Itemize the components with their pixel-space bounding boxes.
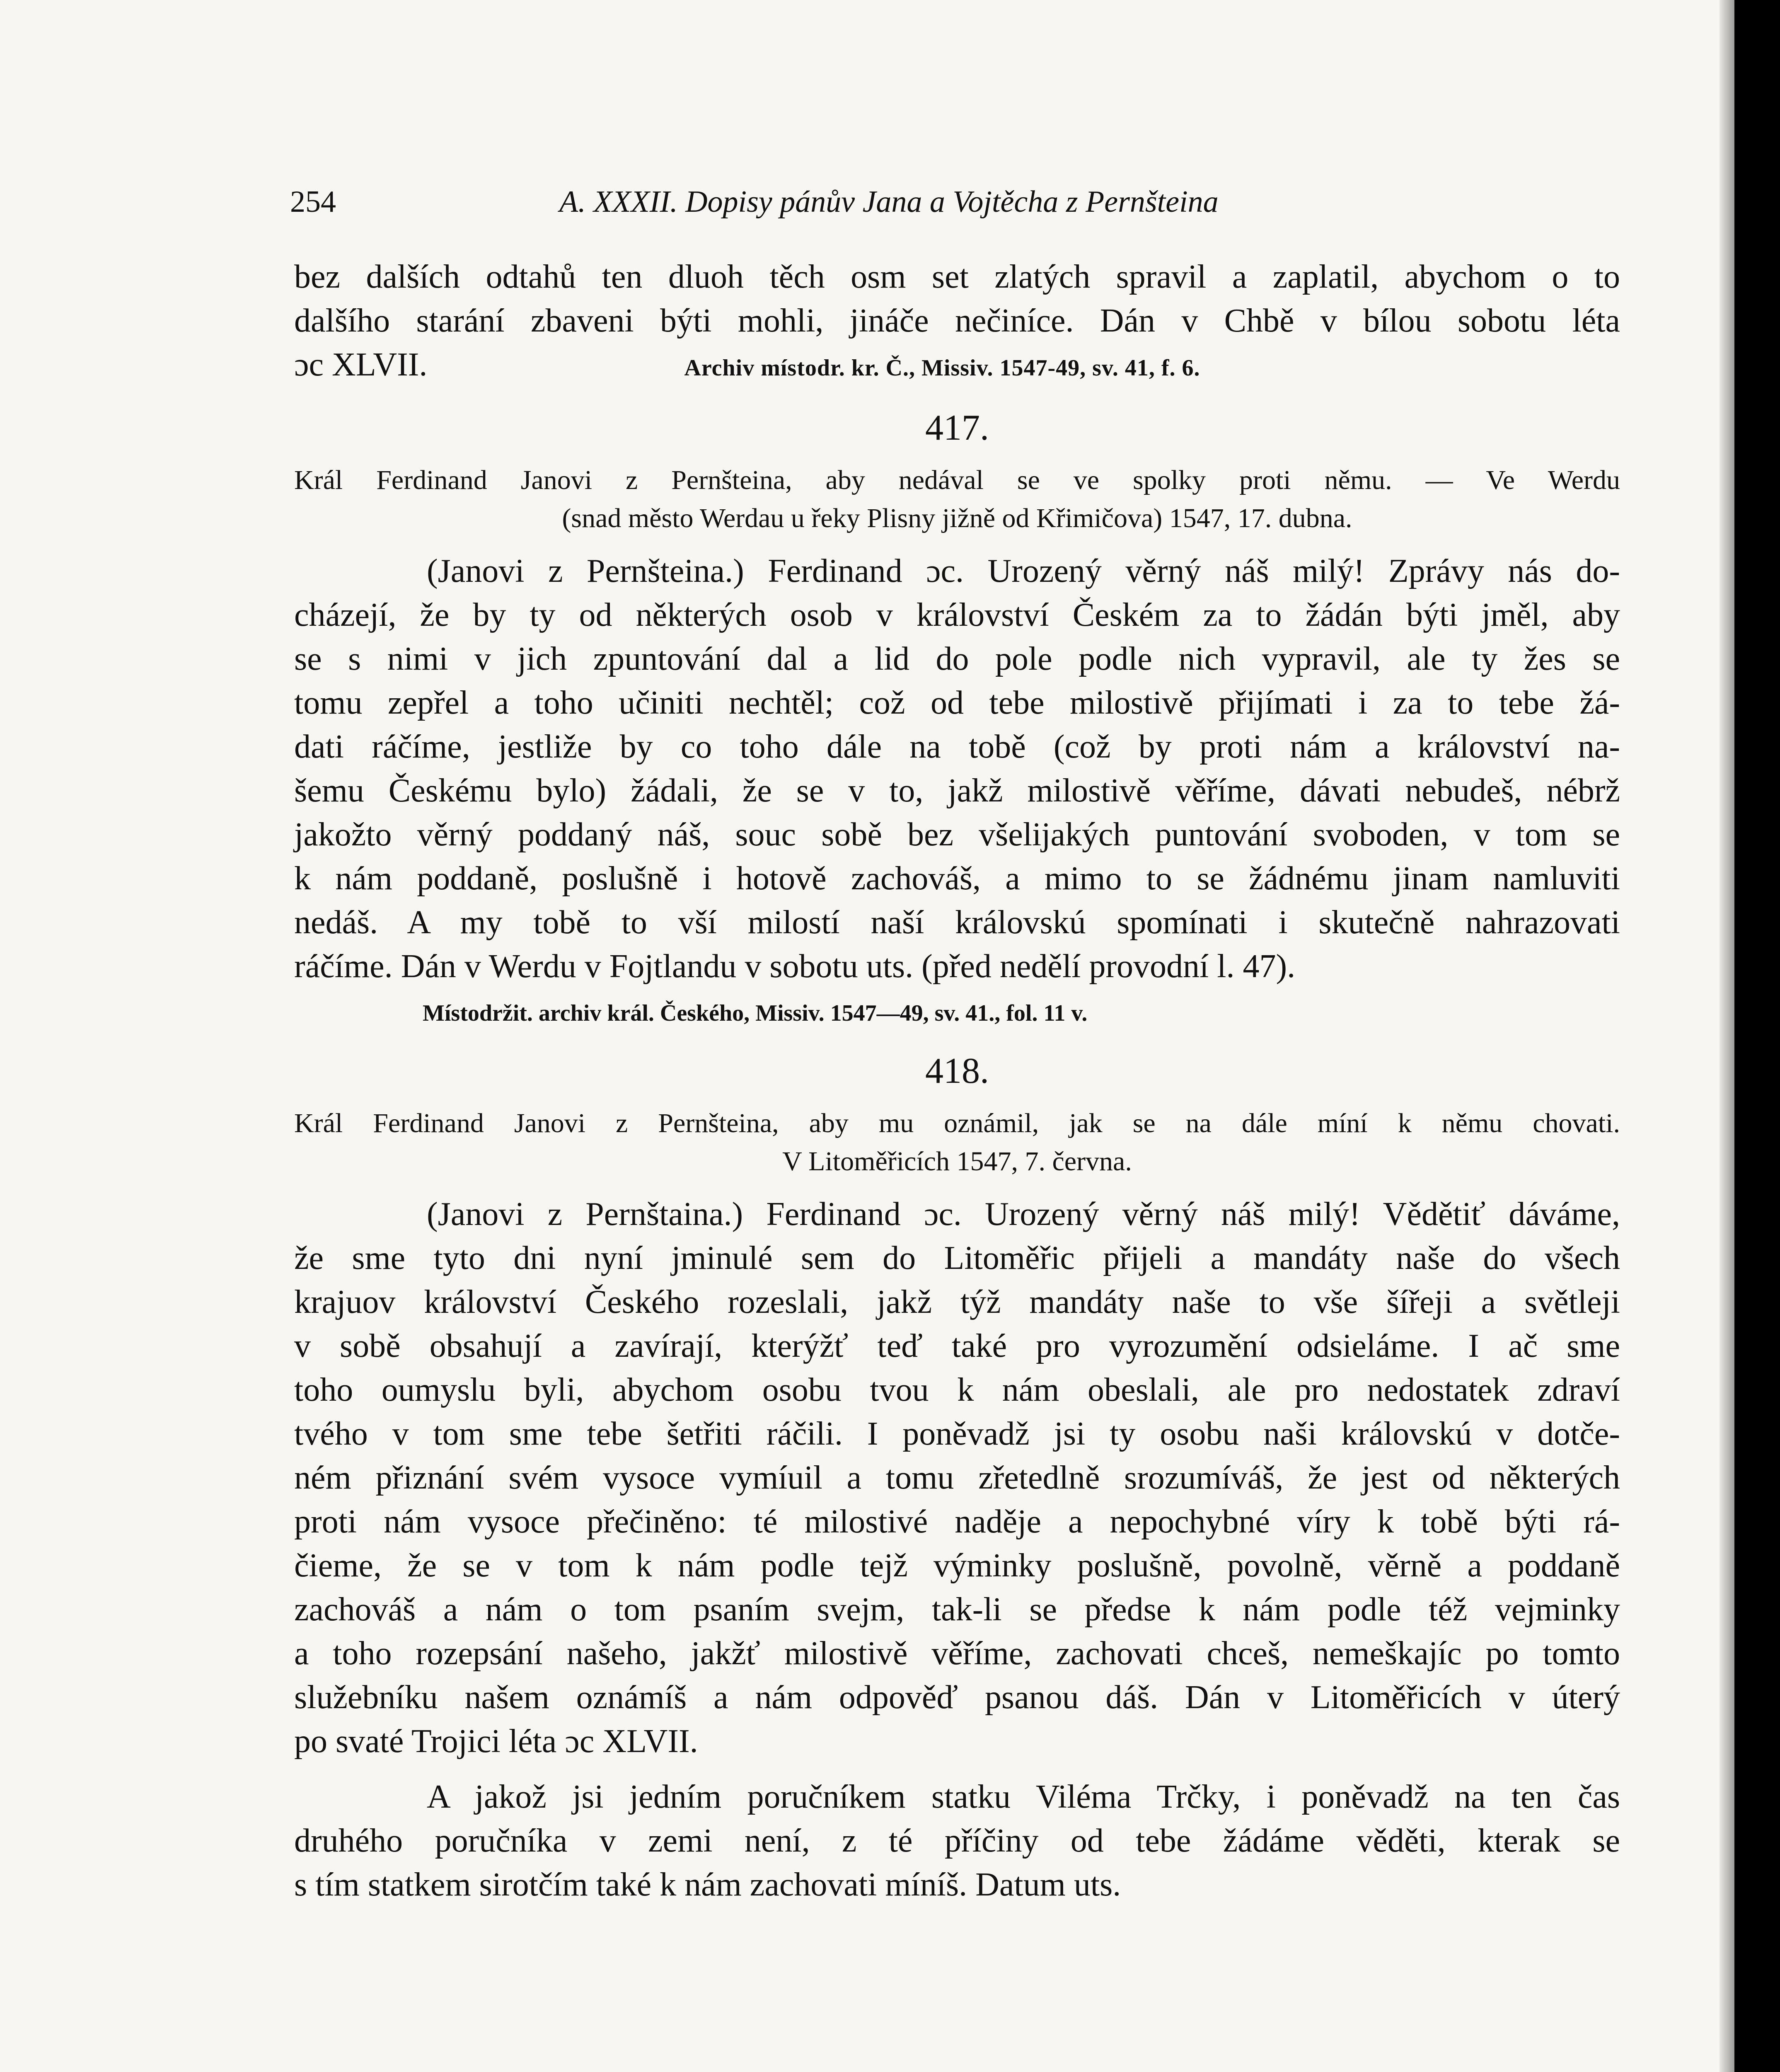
text-line: tvého v tom sme tebe šetřiti ráčili. I poněvadž jsi ty osobu naši královskú v dotče- — [294, 1416, 1620, 1452]
text-line: ném přiznání svém vysoce vymíuil a tomu zřetedlně srozumíváš, že jest od některých — [294, 1460, 1620, 1496]
text-line — [294, 343, 1620, 387]
text-line: zachováš a nám o tom psaním svejm, tak-li se předse k nám podle též vejminky — [294, 1591, 1620, 1628]
text-line: k nám poddaně, poslušně i hotově zachováš, a mimo to se žádnému jinam namluviti — [294, 860, 1620, 897]
archive-citation: Místodržit. archiv král. Českého, Missiv. 1547—49, sv. 41., fol. 11 v. — [423, 1000, 1088, 1026]
text-line: cházejí, že by ty od některých osob v království Českém za to žádán býti jměl, aby — [294, 597, 1620, 633]
text-line: šemu Českému bylo) žádali, že se v to, jakž milostivě věříme, dávati nebudeš, nébrž — [294, 772, 1620, 809]
text-line: proti nám vysoce přečiněno: té milostivé naděje a nepochybné víry k tobě býti rá- — [294, 1503, 1620, 1540]
postscript-line: s tím statkem sirotčím také k nám zachovati míníš. Datum uts. — [294, 1866, 1121, 1903]
text-line: dati ráčíme, jestliže by co toho dále na tobě (což by proti nám a království na- — [294, 729, 1620, 765]
text-line: v sobě obsahují a zavírají, kterýžť teď také pro vyrozumění odsieláme. I ač sme — [294, 1328, 1620, 1364]
text-line: jakožto věrný poddaný náš, souc sobě bez všelijakých puntování svoboden, v tom se — [294, 816, 1620, 853]
text-line: bez dalších odtahů ten dluoh těch osm set zlatých spravil a zaplatil, abychom o to — [294, 259, 1620, 295]
regest-line: (snad město Werdau u řeky Plisny jižně od Křimičova) 1547, 17. dubna. — [562, 503, 1352, 533]
text-line: služebníku našem oznámíš a nám odpověď psanou dáš. Dán v Litoměřicích v úterý — [294, 1679, 1620, 1716]
postscript-line: druhého poručníka v zemi není, z té příčiny od tebe žádáme věděti, kterak se — [294, 1823, 1620, 1859]
text-line: toho oumyslu byli, abychom osobu tvou k nám obeslali, ale pro nedostatek zdraví — [294, 1372, 1620, 1408]
running-title: A. XXXII. Dopisy pánův Jana a Vojtěcha z Pernšteina — [559, 185, 1219, 219]
document-number-418: 418. — [925, 1051, 989, 1091]
archive-citation: Archiv místodr. kr. Č., Missiv. 1547-49, sv. 41, f. 6. — [684, 355, 1200, 381]
text-line: čieme, že se v tom k nám podle tejž výminky poslušně, povolně, věrně a poddaně — [294, 1547, 1620, 1584]
page-body — [294, 255, 1620, 1907]
text-line: se s nimi v jich zpuntování dal a lid do pole podle nich vypravil, ale ty žes se — [294, 641, 1620, 677]
document-number-417: 417. — [925, 408, 989, 448]
text-line: (Janovi z Pernštaina.) Ferdinand ɔc. Urozený věrný náš milý! Vědětiť dáváme, — [427, 1196, 1620, 1232]
scan-edge-shadow — [1720, 0, 1734, 2072]
closing-text: ɔc XLVII. — [294, 346, 428, 383]
regest-line: V Litoměřicích 1547, 7. června. — [782, 1146, 1132, 1176]
page-number: 254 — [290, 185, 336, 219]
page-header — [290, 184, 1376, 226]
postscript-line: A jakož jsi jedním poručníkem statku Viléma Trčky, i poněvadž na ten čas — [427, 1779, 1620, 1815]
text-line: tomu zepřel a toho učiniti nechtěl; což od tebe milostivě přijímati i za to tebe žá- — [294, 685, 1620, 721]
text-line: a toho rozepsání našeho, jakžť milostivě věříme, zachovati chceš, nemeškajíc po tomto — [294, 1635, 1620, 1672]
text-line: ráčíme. Dán v Werdu v Fojtlandu v sobotu uts. (před nedělí provodní l. 47). — [294, 948, 1296, 985]
regest-line: Král Ferdinand Janovi z Pernšteina, aby nedával se ve spolky proti němu. — Ve Werdu — [294, 465, 1620, 495]
text-line: že sme tyto dni nyní jminulé sem do Litoměřic přijeli a mandáty naše do všech — [294, 1240, 1620, 1276]
text-line: (Janovi z Pernšteina.) Ferdinand ɔc. Urozený věrný náš milý! Zprávy nás do- — [427, 553, 1620, 589]
regest-line: Král Ferdinand Janovi z Pernšteina, aby mu oznámil, jak se na dále míní k němu chovati. — [294, 1108, 1620, 1138]
text-line: nedáš. A my tobě to vší milostí naší královskú spomínati i skutečně nahrazovati — [294, 904, 1620, 941]
text-line: krajuov království Českého rozeslali, jakž týž mandáty naše to vše šířeji a světleji — [294, 1284, 1620, 1320]
text-line: dalšího starání zbaveni býti mohli, jináče nečiníce. Dán v Chbě v bílou sobotu léta — [294, 303, 1620, 339]
scan-black-border — [1734, 0, 1780, 2072]
text-line: po svaté Trojici léta ɔc XLVII. — [294, 1723, 698, 1760]
